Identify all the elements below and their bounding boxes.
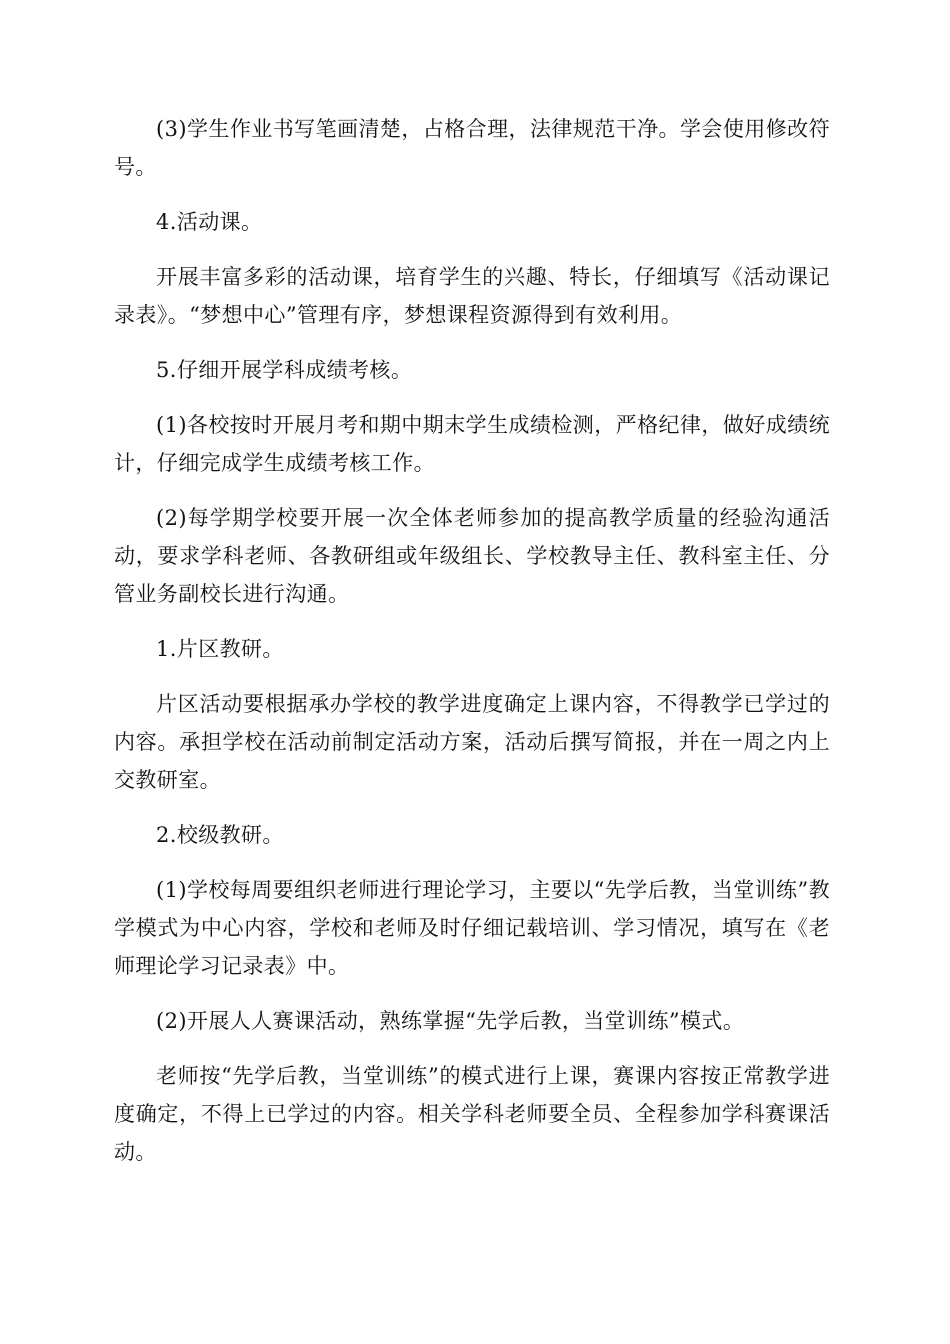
paragraph-gap — [114, 854, 830, 871]
paragraph-2: 4.活动课。 — [156, 210, 263, 234]
paragraph-7: 1.片区教研。 — [156, 637, 284, 661]
paragraph-5: (1)各校按时开展月考和期中期末学生成绩检测，严格纪律，做好成绩统计，仔细完成学生成绩考核工作。 — [114, 413, 830, 475]
paragraph-11: (2)开展人人赛课活动，熟练掌握“先学后教，当堂训练”模式。 — [156, 1009, 745, 1033]
document-body — [114, 110, 830, 1171]
paragraph-gap — [114, 668, 830, 685]
paragraph-gap — [114, 482, 830, 499]
paragraph-gap — [114, 799, 830, 816]
paragraph-gap — [114, 613, 830, 630]
paragraph-gap — [114, 186, 830, 203]
paragraph-10: (1)学校每周要组织老师进行理论学习，主要以“先学后教，当堂训练”教学模式为中心内容，学校和老师及时仔细记载培训、学习情况，填写在《老师理论学习记录表》中。 — [114, 878, 830, 978]
paragraph-gap — [114, 334, 830, 351]
paragraph-gap — [114, 241, 830, 258]
paragraph-gap — [114, 1040, 830, 1057]
paragraph-6: (2)每学期学校要开展一次全体老师参加的提高教学质量的经验沟通活动，要求学科老师、各教研组或年级组长、学校教导主任、教科室主任、分管业务副校长进行沟通。 — [114, 506, 830, 606]
paragraph-4: 5.仔细开展学科成绩考核。 — [156, 358, 413, 382]
paragraph-9: 2.校级教研。 — [156, 823, 284, 847]
paragraph-12: 老师按“先学后教，当堂训练”的模式进行上课，赛课内容按正常教学进度确定，不得上已学过的内容。相关学科老师要全员、全程参加学科赛课活动。 — [114, 1064, 830, 1164]
paragraph-1: (3)学生作业书写笔画清楚，占格合理，法律规范干净。学会使用修改符号。 — [114, 117, 830, 179]
paragraph-gap — [114, 985, 830, 1002]
paragraph-8: 片区活动要根据承办学校的教学进度确定上课内容，不得教学已学过的内容。承担学校在活动前制定活动方案，活动后撰写简报，并在一周之内上交教研室。 — [114, 692, 830, 792]
paragraph-gap — [114, 389, 830, 406]
paragraph-3: 开展丰富多彩的活动课，培育学生的兴趣、特长，仔细填写《活动课记录表》。“梦想中心”管理有序，梦想课程资源得到有效利用。 — [114, 265, 830, 327]
